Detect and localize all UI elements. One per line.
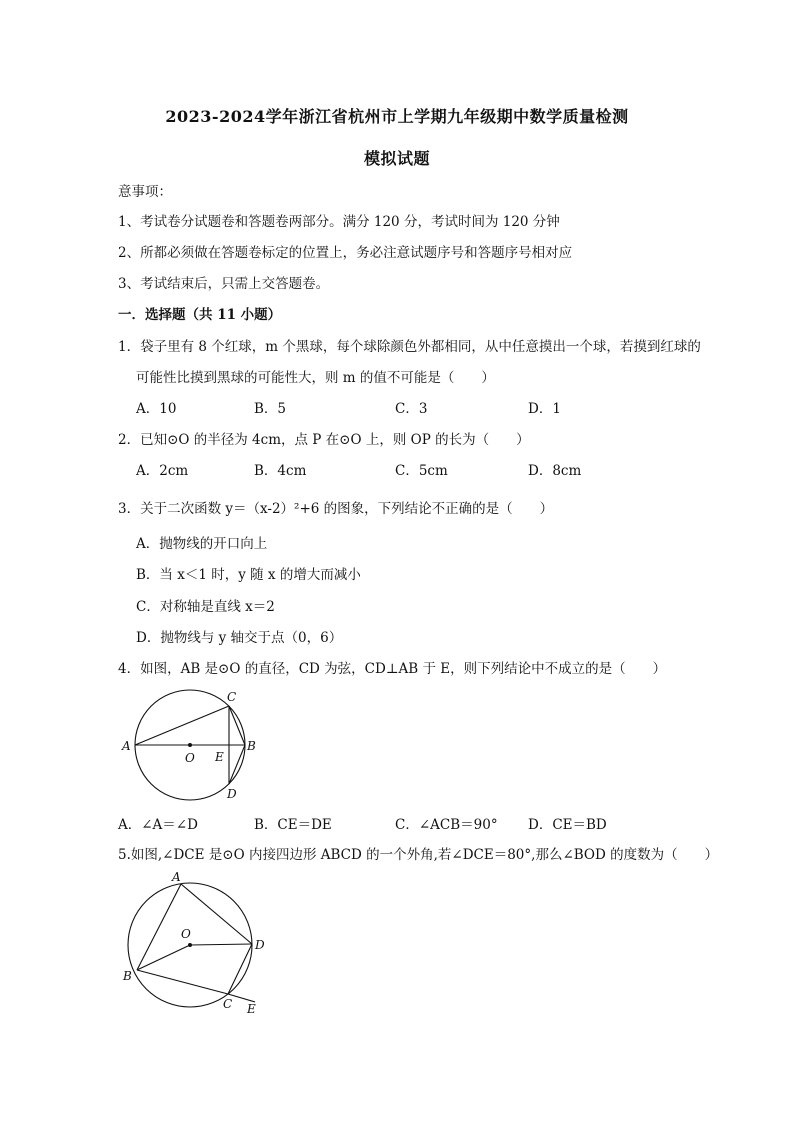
q4-label-e: E	[215, 750, 224, 764]
q4-circle-figure	[115, 684, 275, 806]
q3-option-a: A．抛物线的开口向上	[136, 536, 268, 552]
q4-segment-bd	[229, 745, 245, 784]
q4-line-1: 4．如图，AB 是⊙O 的直径，CD 为弦，CD⊥AB 于 E，则下列结论中不成立的是（ ）	[118, 661, 667, 677]
q4-label-b: B	[247, 739, 256, 753]
q3-line-1: 3．关于二次函数 y＝（x-2）²+6 的图象，下列结论不正确的是（ ）	[118, 501, 554, 517]
q5-label-o: O	[181, 927, 191, 941]
q2-option-d: D．8cm	[528, 463, 582, 479]
q1-line-1: 1．袋子里有 8 个红球，m 个黑球，每个球除颜色外都相同，从中任意摸出一个球，若摸到红球的	[118, 339, 701, 355]
q5-radius-ob	[137, 945, 190, 970]
q4-option-c: C．∠ACB＝90°	[395, 817, 498, 833]
q5-side-cd	[228, 944, 252, 994]
q1-option-b: B．5	[254, 401, 287, 417]
q4-option-d: D．CE＝BD	[528, 817, 607, 833]
q5-label-e: E	[247, 1002, 256, 1016]
q4-segment-cb	[229, 706, 245, 745]
q5-center-dot	[188, 943, 192, 947]
section-heading: 一．选择题（共 11 小题）	[118, 307, 282, 323]
q3-option-d: D．抛物线与 y 轴交于点（0，6）	[136, 630, 343, 646]
q3-option-b: B．当 x＜1 时，y 随 x 的增大而减小	[136, 567, 361, 583]
q5-label-c: C	[223, 997, 233, 1011]
q5-label-a: A	[172, 870, 181, 884]
q5-side-ab	[137, 884, 181, 970]
q5-label-b: B	[123, 969, 132, 983]
q2-line-1: 2．已知⊙O 的半径为 4cm，点 P 在⊙O 上，则 OP 的长为（ ）	[118, 432, 530, 448]
q4-option-a: A．∠A＝∠D	[118, 817, 198, 833]
q5-circle-figure	[115, 868, 275, 1018]
q4-label-a: A	[122, 739, 131, 753]
note-item-1: 1、考试卷分试题卷和答题卷两部分。满分 120 分，考试时间为 120 分钟	[118, 214, 560, 230]
q4-segment-ac	[135, 706, 229, 745]
q4-label-c: C	[227, 690, 237, 704]
q2-option-b: B．4cm	[254, 463, 307, 479]
q5-radius-od	[190, 944, 252, 945]
q5-side-bc	[137, 970, 228, 994]
q4-label-d: D	[227, 787, 237, 801]
q2-option-c: C．5cm	[395, 463, 448, 479]
q4-center-dot	[188, 743, 192, 747]
q1-option-c: C．3	[395, 401, 428, 417]
q5-side-ad	[181, 884, 252, 944]
q1-option-d: D．1	[528, 401, 561, 417]
exam-title: 2023-2024学年浙江省杭州市上学期九年级期中数学质量检测	[165, 107, 629, 126]
note-item-2: 2、所都必须做在答题卷标定的位置上，务必注意试题序号和答题序号相对应	[118, 245, 573, 261]
q2-option-a: A．2cm	[136, 463, 189, 479]
q1-option-a: A．10	[136, 401, 177, 417]
exam-subtitle: 模拟试题	[363, 149, 430, 168]
note-item-3: 3、考试结束后，只需上交答题卷。	[118, 276, 330, 292]
q5-line-1: 5.如图,∠DCE 是⊙O 内接四边形 ABCD 的一个外角,若∠DCE＝80°,那么∠BOD 的度数为（ ）	[118, 847, 719, 863]
q1-line-2: 可能性比摸到黑球的可能性大，则 m 的值不可能是（ ）	[136, 370, 495, 386]
notes-heading: 意事项：	[118, 184, 172, 200]
q5-label-d: D	[255, 938, 265, 952]
q3-option-c: C．对称轴是直线 x＝2	[136, 599, 275, 615]
q4-label-o: O	[185, 751, 195, 765]
q4-option-b: B．CE＝DE	[254, 817, 332, 833]
